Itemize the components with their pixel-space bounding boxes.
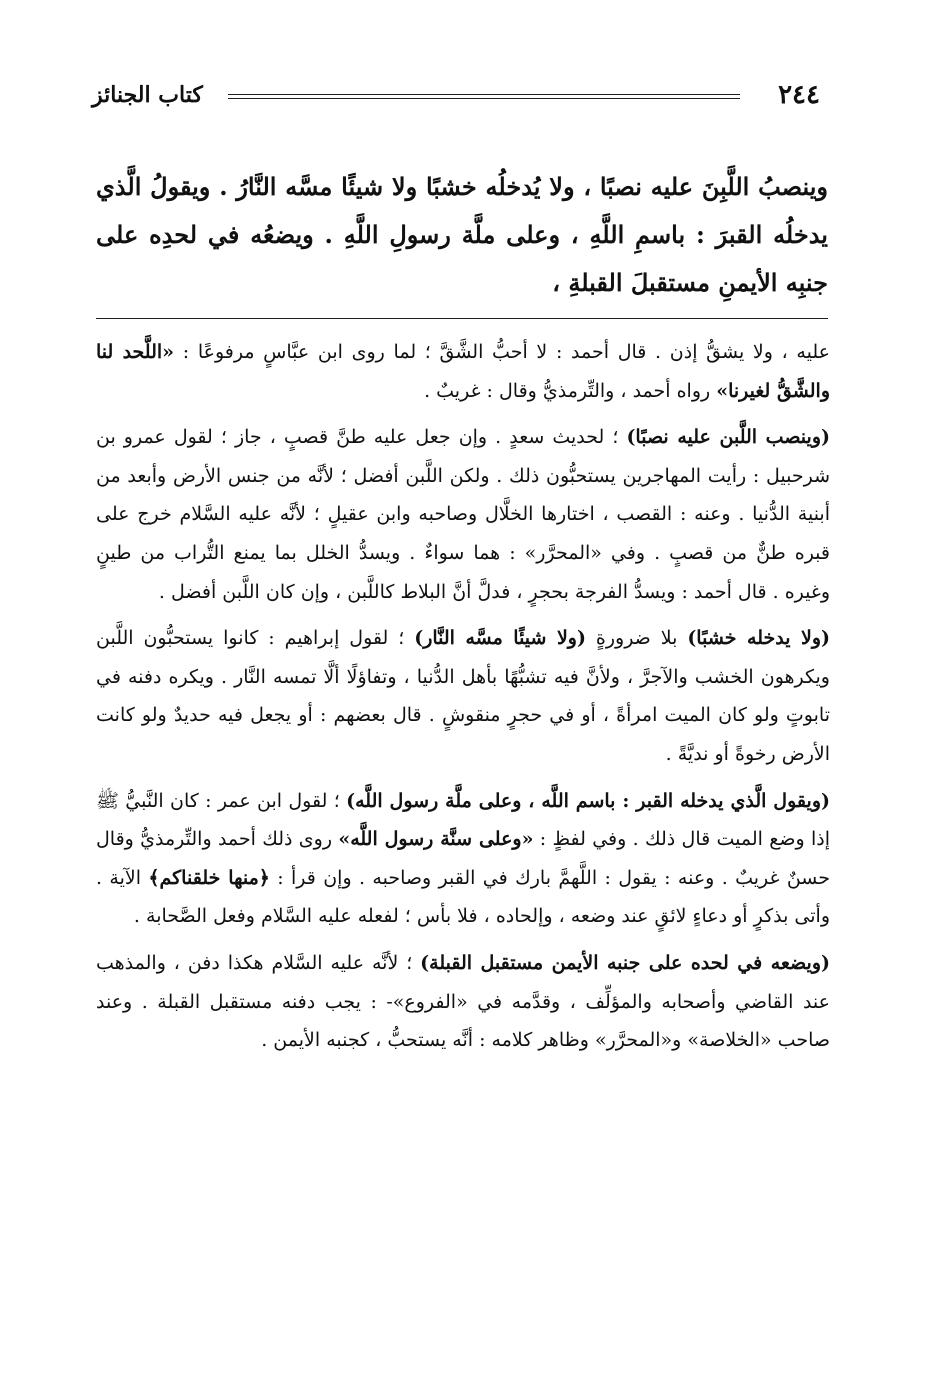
- header-rule: [228, 94, 740, 95]
- commentary-paragraph: [96, 418, 830, 611]
- commentary: [96, 333, 830, 1068]
- commentary-paragraph: [96, 944, 830, 1060]
- commentary-text: عليه ، ولا يشقُّ إذن . قال أحمد : لا أحبُّ الشَّقَّ ؛ لما روى ابن عبَّاسٍ مرفوعًا :: [174, 341, 830, 363]
- commentary-text: رواه أحمد ، والتِّرمذيُّ وقال : غريبٌ .: [424, 379, 717, 402]
- commentary-paragraph: [96, 782, 830, 936]
- header-rule-second: [228, 98, 740, 99]
- commentary-text: بلا ضرورةٍ: [585, 627, 688, 650]
- commentary-paragraph: [96, 619, 830, 773]
- page-number: ٢٤٤: [778, 80, 820, 110]
- main-text: وينصبُ اللَّبِنَ عليه نصبًا ، ولا يُدخلُه خشبًا ولا شيئًا مسَّه النَّارُ . ويقولُ الَّذي يدخلُه القبرَ : باسمِ اللَّهِ ، وعلى ملَّة رسولِ اللَّهِ . ويضعُه في لحدِه على جنبِه الأيمنِ مستقبلَ القبلةِ ،: [96, 172, 828, 297]
- commentary-text: ؛ لقول ابن عمر : كان النَّبيُّ ﷺ إذا وضع الميت قال ذلك . وفي لفظٍ :: [96, 789, 830, 851]
- commentary-text: ؛ لأنَّه عليه السَّلام هكذا دفن ، والمذهب عند القاضي وأصحابه والمؤلِّف ، وقدَّمه في «الفروع»- : يجب دفنه مستقبل القبلة . وعند صاحب «الخلاصة» و«المحرَّر» وظاهر كلامه : أنَّه يستحبُّ ، كجنبه الأيمن .: [96, 951, 830, 1052]
- text-separator-rule: [96, 318, 828, 319]
- commentary-text: الآية . وأتى بذكرٍ أو دعاءٍ لائقٍ عند وضعه ، وإلحاده ، فلا بأس ؛ لفعله عليه السَّلام وفعل الصَّحابة .: [96, 866, 830, 928]
- commentary-text: ؛ لقول إبراهيم : كانوا يستحبُّون اللَّبن ويكرهون الخشب والآجرَّ ، ولأنَّ فيه تشبُّهًا بأهل الدُّنيا ، وتفاؤلًا ألَّا تمسه النَّار . ويكره دفنه في تابوتٍ ولو كان الميت امرأةً ، أو في حجرٍ منقوشٍ . قال بعضهم : أو يجعل فيه حديدٌ ولو كانت الأرض رخوةً أو نديَّةً .: [96, 627, 830, 765]
- hadith-quote: «وعلى سنَّة رسول اللَّه»: [338, 828, 534, 851]
- commentary-text: ؛ لحديث سعدٍ . وإن جعل عليه طنَّ قصبٍ ، جاز ؛ لقول عمرو بن شرحبيل : رأيت المهاجرين يستحبُّون ذلك . ولكن اللَّبن أفضل ؛ لأنَّه من جنس الأرض وأبعد من أبنية الدُّنيا . وعنه : القصب ، اختارها الخلَّال وصاحبه وابن عقيلٍ ؛ لأنَّه عليه السَّلام خرج على قبره طنٌّ من قصبٍ . وفي «المحرَّر» : هما سواءٌ . ويسدُّ الخلل بما يمنع التُّراب من طينٍ وغيره . قال أحمد : ويسدُّ الفرجة بحجرٍ ، فدلَّ أنَّ البلاط كاللَّبن ، وإن كان اللَّبن أفضل .: [96, 426, 830, 603]
- quran-quote: ﴿منها خلقناكم﴾: [148, 866, 270, 889]
- hadith-quote: «اللَّحد لنا والشَّقُّ لغيرنا»: [96, 341, 830, 402]
- commentary-paragraph: [96, 333, 830, 410]
- matn-quote: (ولا يدخله خشبًا): [687, 627, 831, 650]
- book-title: كتاب الجنائز: [92, 82, 203, 108]
- commentary-text: روى ذلك أحمد والتِّرمذيُّ وقال حسنٌ غريبٌ . وعنه : يقول : اللَّهمَّ بارك في القبر وصاحبه . وإن قرأ :: [96, 828, 830, 889]
- page-header: [92, 78, 820, 112]
- matn-quote: (ويضعه في لحده على جنبه الأيمن مستقبل القبلة): [420, 951, 830, 974]
- matn-quote: (وينصب اللَّبن عليه نصبًا): [626, 426, 830, 449]
- matn-quote: (ولا شيئًا مسَّه النَّار): [414, 627, 586, 650]
- matn-quote: (ويقول الَّذي يدخله القبر : باسم اللَّه ، وعلى ملَّة رسول اللَّه): [346, 789, 830, 812]
